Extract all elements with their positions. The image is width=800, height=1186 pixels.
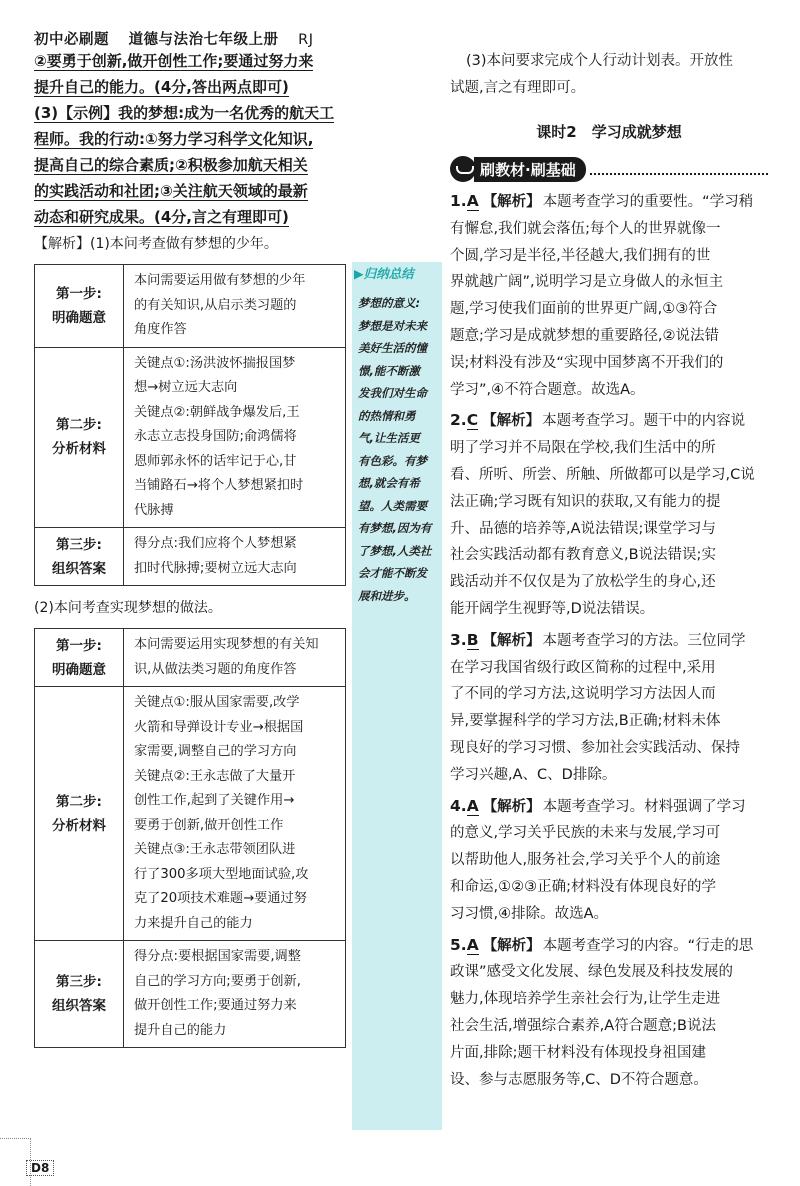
- table-row: [35, 347, 346, 528]
- answer-item: 5.A 【解析】 本题考查学习的内容。“行走的思 政课”感受文化发展、绿色发展及科技发展的 魅力,体现培养学生亲社会行为,让学生走进 社会生活,增强综合素养,A符合题意;B说法 片面,排除;题干材料没有体现投身祖国建 设、参与志愿服务等,C、D不符合题意。: [450, 935, 754, 1088]
- step-content: 关键点①:汤洪波怀揣报国梦 想→树立远大志向 关键点②:朝鲜战争爆发后,王 永志立志投身国防;俞鸿儒将 恩师郭永怀的话牢记于心,甘 当铺路石→将个人梦想紧扣时 代脉搏: [124, 347, 346, 528]
- answer-item: 3.B 【解析】 本题考查学习的方法。三位同学 在学习我国省级行政区简称的过程中,采用 了不同的学习方法,这说明学习方法因人而 异,要掌握科学的学习方法,B正确;材料未体 现良好的学习习惯、参加社会实践活动、保持 学习兴趣,A、C、D排除。: [450, 630, 746, 783]
- step-table-2: [34, 628, 346, 1048]
- page-header: [34, 28, 327, 49]
- step-label: 第三步: 组织答案: [35, 941, 124, 1048]
- table-row: [35, 941, 346, 1048]
- answer-block: [34, 48, 346, 230]
- step-label: 第一步: 明确题意: [35, 629, 124, 687]
- step-label: 第三步: 组织答案: [35, 528, 124, 586]
- answer-line: 程师。我的行动:①努力学习科学文化知识,: [34, 130, 314, 148]
- answer-line: ②要勇于创新,做开创性工作;要通过努力来: [34, 52, 314, 70]
- analysis-intro-2: (2)本问考查实现梦想的做法。: [34, 600, 222, 616]
- table-row: [35, 265, 346, 348]
- table-row: [35, 629, 346, 687]
- summary-sidebar: [352, 262, 442, 1130]
- answer-line: 提升自己的能力。(4分,答出两点即可): [34, 78, 289, 96]
- step-label: 第一步: 明确题意: [35, 265, 124, 348]
- answer-line: 提高自己的综合素质;②积极参加航天相关: [34, 156, 308, 174]
- sidebar-text: 梦想的意义: 梦想是对未来 美好生活的憧 憬,能不断激 发我们对生命 的热情和勇 气,让生活更 有色彩。有梦 想,就会有希 望。人类需要 有梦想,因为有 了梦想,人类社 会才能不断发 展和进步。: [358, 296, 432, 603]
- step-content: 本问需要运用做有梦想的少年 的有关知识,从启示类习题的 角度作答: [124, 265, 346, 348]
- table-row: [35, 528, 346, 586]
- step-label: 第二步: 分析材料: [35, 687, 124, 941]
- subject-title: 道德与法治七年级上册: [128, 32, 279, 48]
- series-title: 初中必刷题: [34, 32, 109, 48]
- step-content: 本问需要运用实现梦想的有关知 识,从做法类习题的角度作答: [124, 629, 346, 687]
- analysis-intro-1: 【解析】(1)本问考查做有梦想的少年。: [34, 236, 278, 252]
- lesson-title: 课时2 学习成就梦想: [536, 123, 682, 141]
- answer-item: 4.A 【解析】 本题考查学习。材料强调了学习 的意义,学习关乎民族的未来与发展,学习可 以帮助他人,服务社会,学习关乎个人的前途 和命运,①②③正确;材料没有体现良好的学 习习惯,④排除。故选A。: [450, 796, 746, 922]
- left-column: [34, 48, 346, 1048]
- sidebar-title: ▶归纳总结: [354, 266, 414, 281]
- answer-item: 1.A 【解析】 本题考查学习的重要性。“学习稍 有懈怠,我们就会落伍;每个人的世界就像一 个圆,学习是半径,半径越大,我们拥有的世 界就越广阔”,说明学习是立身做人的永恒主 题,学习使我们面前的世界更广阔,①③符合 题意;学习是成就梦想的重要路径,②说法错 误;材料没有涉及“实现中国梦离不开我们的 学习”,④不符合题意。故选A。: [450, 192, 754, 398]
- answer-item: 2.C 【解析】 本题考查学习。题干中的内容说 明了学习并不局限在学校,我们生活中的所 看、所听、所尝、所触、所做都可以是学习,C说 法正确;学习既有知识的获取,又有能力的提 升、品德的培养等,A说法错误;课堂学习与 社会实践活动都有教育意义,B说法错误;实 践活动并不仅仅是为了放松学生的身心,还 能开阔学生视野等,D说法错误。: [450, 411, 755, 617]
- step-content: 关键点①:服从国家需要,改学 火箭和导弹设计专业→根据国 家需要,调整自己的学习方向 关键点②:王永志做了大量开 创性工作,起到了关键作用→ 要勇于创新,做开创性工作 关键点③:王永志带领团队进 行了300多项大型地面试验,攻 克了20项技术难题→要通过努 力来提升自己的能力: [124, 687, 346, 941]
- step-label: 第二步: 分析材料: [35, 347, 124, 528]
- table-row: [35, 687, 346, 941]
- banner-label: 刷教材·刷基础: [474, 157, 586, 182]
- edition-label: RJ: [298, 32, 314, 48]
- answer-line: 动态和研究成果。(4分,言之有理即可): [34, 208, 289, 226]
- right-column: [450, 48, 768, 1097]
- step-content: 得分点:我们应将个人梦想紧 扣时代脉搏;要树立远大志向: [124, 528, 346, 586]
- book-icon: [450, 156, 476, 182]
- continued-answer: (3)本问要求完成个人行动计划表。开放性 试题,言之有理即可。: [450, 53, 733, 96]
- step-table-1: [34, 264, 346, 586]
- answer-line: (3)【示例】我的梦想:成为一名优秀的航天工: [34, 104, 335, 122]
- dotted-rule: [590, 163, 768, 175]
- page-number: D8: [26, 1160, 54, 1176]
- step-content: 得分点:要根据国家需要,调整 自己的学习方向;要勇于创新, 做开创性工作;要通过努力来 提升自己的能力: [124, 941, 346, 1048]
- answer-line: 的实践活动和社团;③关注航天领域的最新: [34, 182, 308, 200]
- section-banner: [450, 156, 768, 182]
